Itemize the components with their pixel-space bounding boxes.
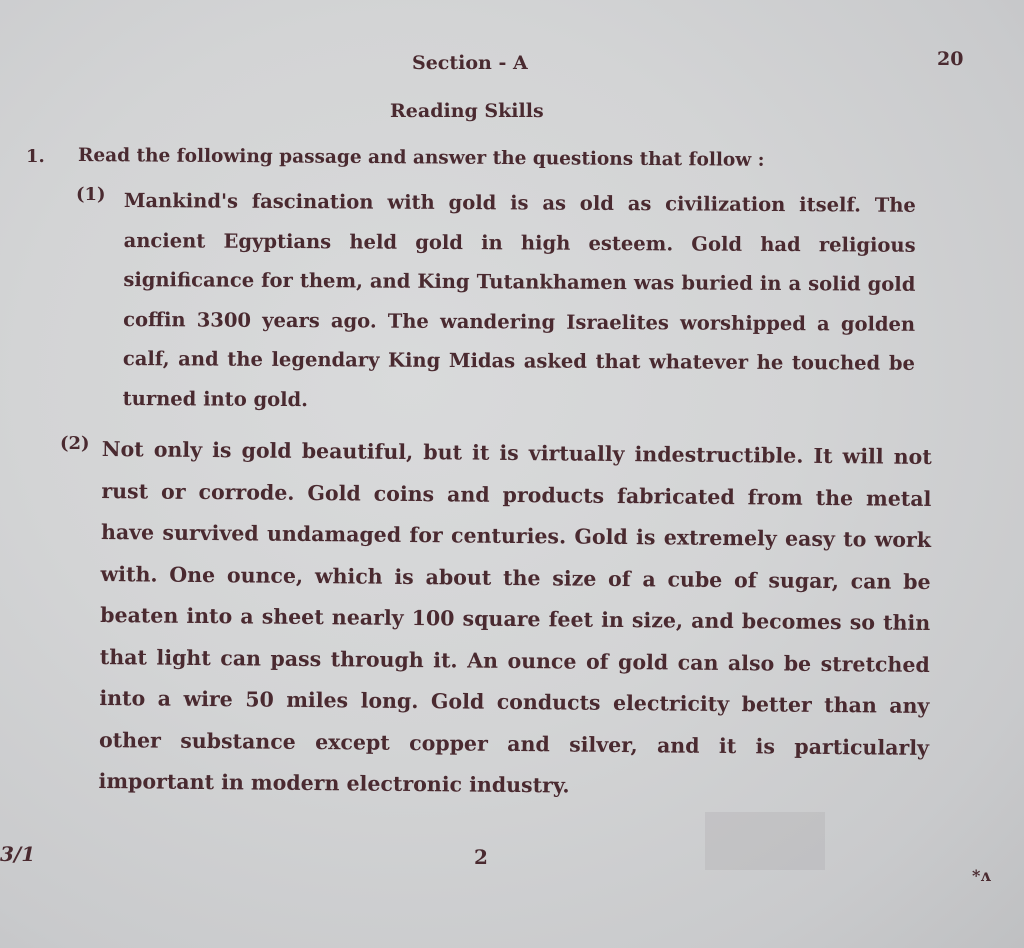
- paragraph-1-text: Mankind's fascination with gold is as old as civilization itself. The ancient Egyptians held gold in high esteem. Gold had religious significance for them, and King Tutankhamen was buried in a solid gold coffin 3300 years ago. The wandering Israelites worshipped a golden calf, and the legendary King Midas asked that whatever he touched be turned into gold.: [122, 188, 916, 411]
- section-subtitle: Reading Skills: [390, 100, 544, 122]
- faded-stamp: [705, 812, 825, 870]
- section-title: Section - A: [412, 52, 528, 74]
- section-marks: 20: [937, 48, 964, 70]
- page-number: 2: [474, 845, 488, 869]
- footer-mark: *ʌ: [972, 866, 991, 885]
- paragraph-2-text: Not only is gold beautiful, but it is virtually indestructible. It will not rust or corrode. Gold coins and products fabricated from the metal have survived undamaged for centuries. Gold is extremely easy to work with. One ounce, which is about the size of a cube of sugar, can be beaten into a sheet nearly 100 square feet in size, and becomes so thin that light can pass through it. An ounce of gold can also be stretched into a wire 50 miles long. Gold conducts electricity better than any other substance except copper and silver, and it is particularly important in modern electronic industry.: [98, 436, 932, 798]
- question-number: 1.: [26, 146, 45, 167]
- footer-code: 3/1: [0, 842, 36, 866]
- paragraph-1-number: (1): [76, 184, 106, 205]
- question-instruction: Read the following passage and answer the questions that follow :: [77, 145, 765, 171]
- paragraph-2-number: (2): [60, 433, 90, 454]
